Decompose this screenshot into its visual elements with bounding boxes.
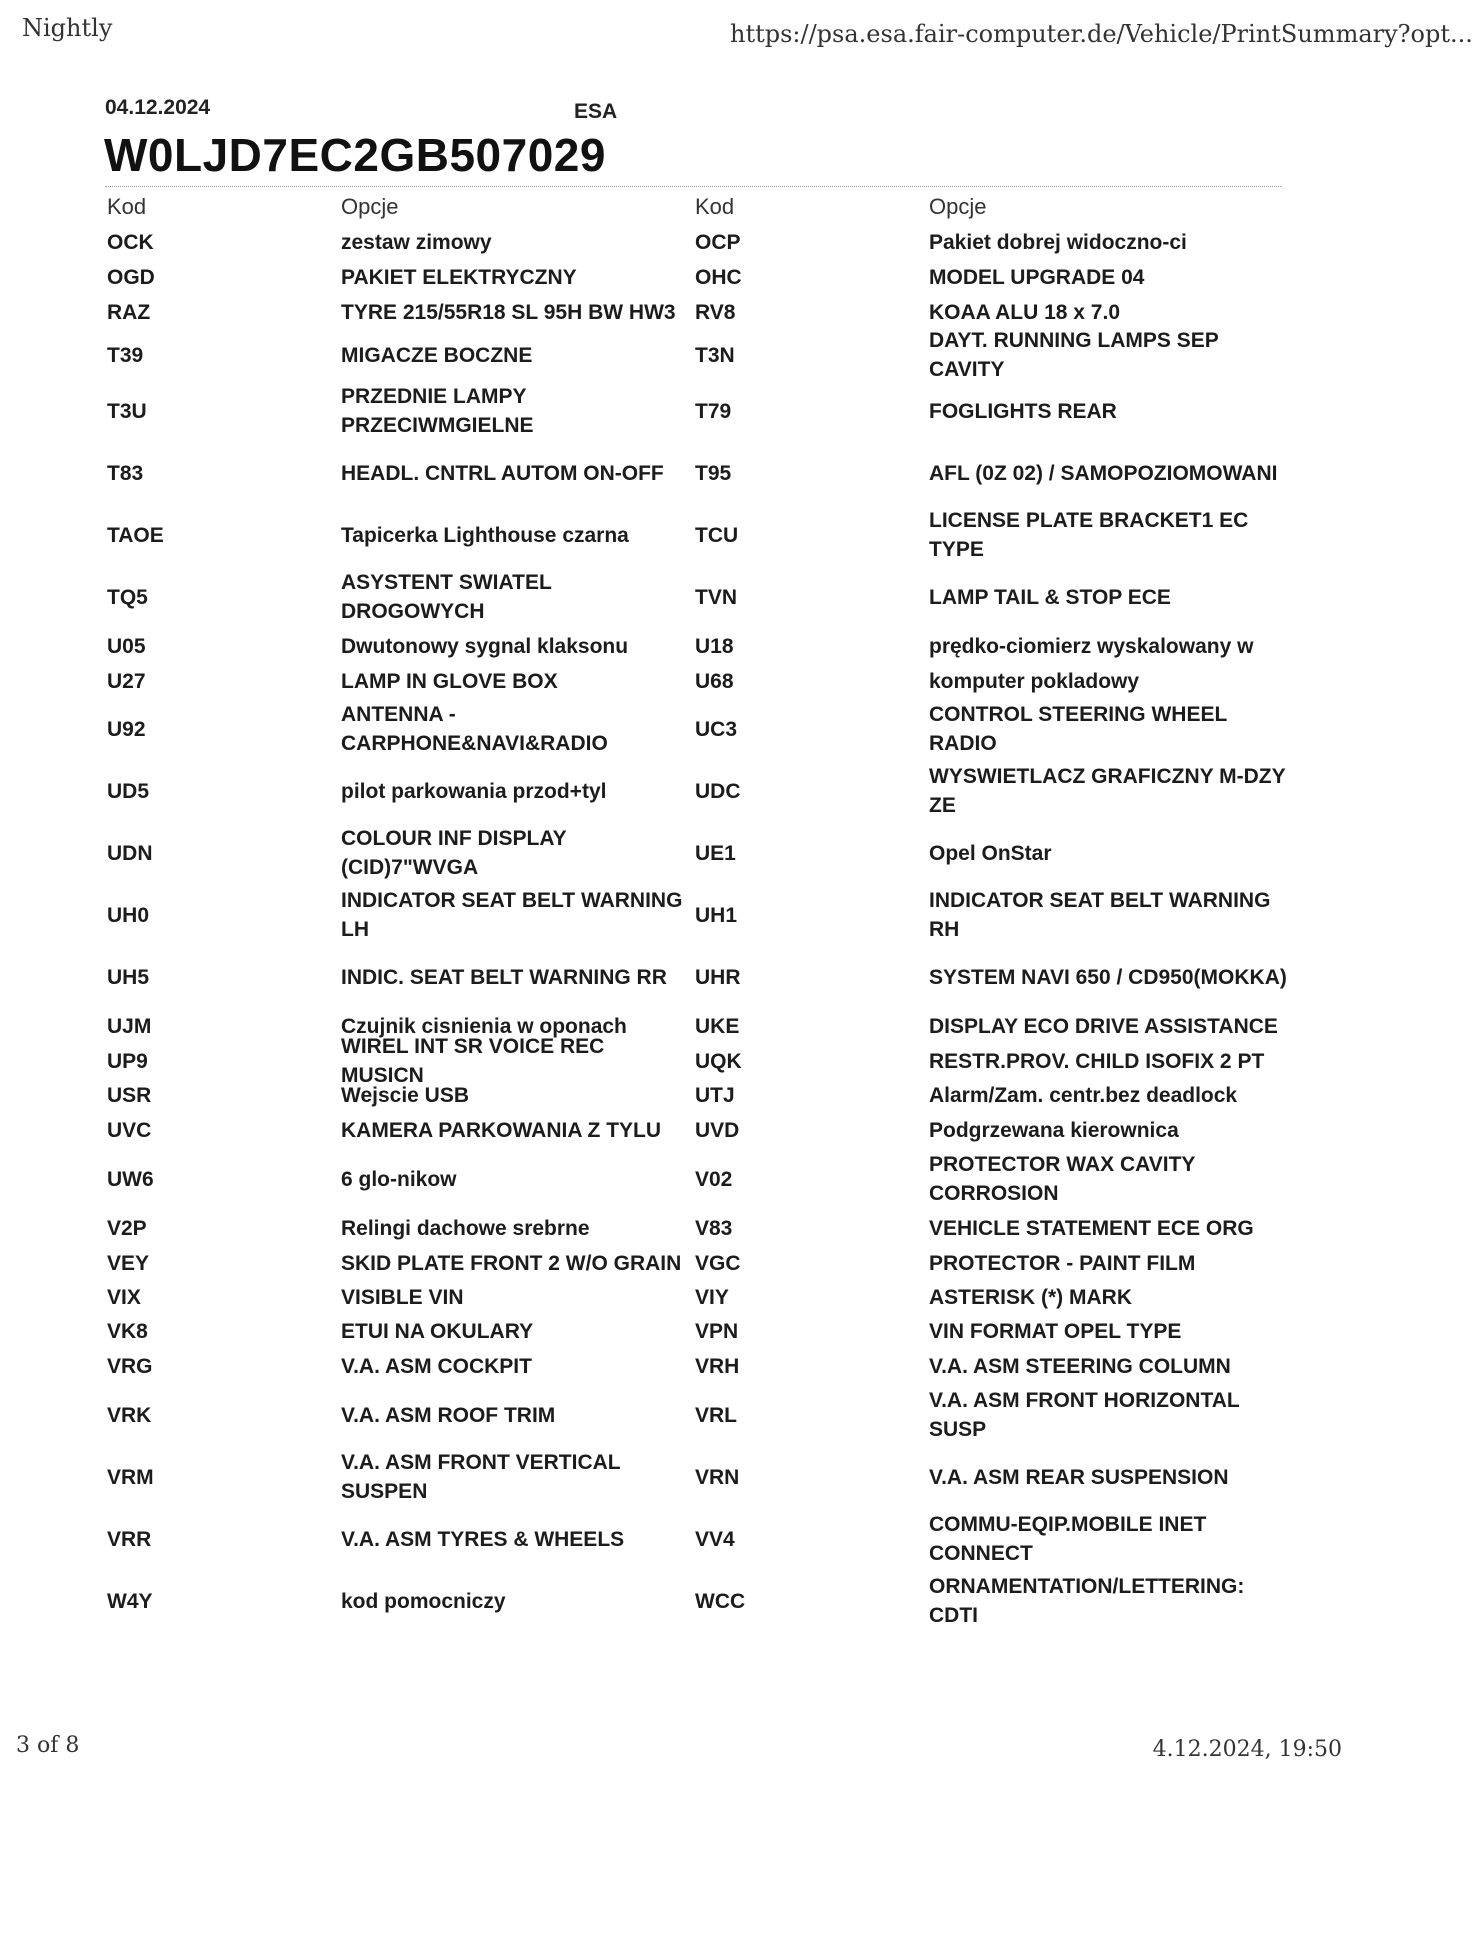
option-code-right: WCC — [695, 1589, 746, 1613]
option-name-left: Czujnik cisnienia w oponach — [341, 1014, 627, 1038]
option-name-right: PROTECTOR - PAINT FILM — [929, 1251, 1196, 1275]
option-code-left: VRR — [107, 1527, 152, 1551]
option-code-left: VRK — [107, 1403, 152, 1427]
options-table — [103, 188, 1293, 1632]
option-name-right: ASTERISK (*) MARK — [929, 1285, 1132, 1309]
option-name-left: ETUI NA OKULARY — [341, 1319, 534, 1343]
option-code-right: UQK — [695, 1049, 742, 1073]
option-name-right: prędko-ciomierz wyskalowany w — [929, 634, 1254, 658]
option-name-left: V.A. ASM COCKPIT — [341, 1354, 532, 1378]
option-name-left: VISIBLE VIN — [341, 1285, 464, 1309]
option-name-right: ORNAMENTATION/LETTERING: CDTI — [929, 1575, 1245, 1627]
option-code-left: VRG — [107, 1354, 153, 1378]
option-code-right: V83 — [695, 1216, 733, 1240]
option-name-right: V.A. ASM STEERING COLUMN — [929, 1354, 1231, 1378]
option-code-right: VRN — [695, 1465, 740, 1489]
option-code-right: UDC — [695, 779, 741, 803]
option-code-right: T79 — [695, 399, 732, 423]
option-name-left: WIREL INT SR VOICE REC MUSICN — [341, 1035, 605, 1087]
option-code-left: V2P — [107, 1216, 147, 1240]
option-name-right: FOGLIGHTS REAR — [929, 399, 1117, 423]
table-row — [103, 1035, 1293, 1087]
option-name-right: AFL (0Z 02) / SAMOPOZIOMOWANI — [929, 461, 1278, 485]
option-name-right: WYSWIETLACZ GRAFICZNY M-DZY ZE — [929, 765, 1286, 817]
system-label: ESA — [574, 100, 618, 123]
option-code-right: UC3 — [695, 717, 738, 741]
option-code-right: UVD — [695, 1118, 740, 1142]
option-code-right: U68 — [695, 669, 734, 693]
option-name-left: V.A. ASM TYRES & WHEELS — [341, 1527, 625, 1551]
option-code-left: T39 — [107, 343, 144, 367]
option-name-left: ASYSTENT SWIATEL DROGOWYCH — [341, 571, 552, 623]
option-code-left: OGD — [107, 265, 155, 289]
table-row — [103, 1348, 1293, 1384]
option-name-left: Tapicerka Lighthouse czarna — [341, 523, 629, 547]
option-code-right: T95 — [695, 461, 732, 485]
option-code-left: W4Y — [107, 1589, 153, 1613]
table-row — [103, 884, 1293, 946]
table-row — [103, 224, 1293, 260]
option-name-left: INDIC. SEAT BELT WARNING RR — [341, 965, 667, 989]
option-name-right: V.A. ASM REAR SUSPENSION — [929, 1465, 1229, 1489]
option-code-left: OCK — [107, 230, 154, 254]
option-name-right: LAMP TAIL & STOP ECE — [929, 585, 1171, 609]
option-code-left: UP9 — [107, 1049, 148, 1073]
option-name-left: kod pomocniczy — [341, 1589, 506, 1613]
table-row — [103, 330, 1293, 380]
table-row — [103, 442, 1293, 504]
print-timestamp: 4.12.2024, 19:50 — [1152, 1737, 1342, 1762]
option-name-left: 6 glo-nikow — [341, 1167, 457, 1191]
option-code-left: VIX — [107, 1285, 141, 1309]
option-name-left: V.A. ASM FRONT VERTICAL SUSPEN — [341, 1451, 621, 1503]
table-row — [103, 628, 1293, 664]
option-code-right: VIY — [695, 1285, 729, 1309]
option-name-left: LAMP IN GLOVE BOX — [341, 669, 558, 693]
table-row — [103, 1246, 1293, 1280]
table-row — [103, 1112, 1293, 1148]
option-code-right: VV4 — [695, 1527, 735, 1551]
table-row — [103, 698, 1293, 760]
table-row — [103, 566, 1293, 628]
table-row — [103, 1078, 1293, 1112]
header-options-2: Opcje — [929, 193, 987, 219]
option-name-left: INDICATOR SEAT BELT WARNING LH — [341, 889, 683, 941]
option-code-right: VRH — [695, 1354, 740, 1378]
table-row — [103, 822, 1293, 884]
option-code-right: UHR — [695, 965, 741, 989]
option-name-right: Pakiet dobrej widoczno-ci — [929, 230, 1187, 254]
option-code-right: UE1 — [695, 841, 736, 865]
option-code-left: VEY — [107, 1251, 150, 1275]
header-code-1: Kod — [107, 193, 147, 219]
option-code-left: UH5 — [107, 965, 150, 989]
option-code-right: OCP — [695, 230, 741, 254]
option-code-left: UW6 — [107, 1167, 154, 1191]
option-code-right: TVN — [695, 585, 737, 609]
option-name-right: VIN FORMAT OPEL TYPE — [929, 1319, 1182, 1343]
table-row — [103, 1280, 1293, 1314]
option-code-left: UDN — [107, 841, 153, 865]
option-code-right: T3N — [695, 343, 735, 367]
option-name-right: COMMU-EQIP.MOBILE INET CONNECT — [929, 1513, 1207, 1565]
option-code-left: TAOE — [107, 523, 164, 547]
option-code-right: U18 — [695, 634, 734, 658]
option-name-left: PRZEDNIE LAMPY PRZECIWMGIELNE — [341, 385, 534, 437]
option-code-right: VRL — [695, 1403, 737, 1427]
table-row — [103, 1148, 1293, 1210]
option-code-left: RAZ — [107, 300, 151, 324]
option-code-left: U05 — [107, 634, 146, 658]
option-name-right: Alarm/Zam. centr.bez deadlock — [929, 1083, 1238, 1107]
table-header — [103, 188, 1293, 224]
table-row — [103, 1008, 1293, 1044]
option-name-right: CONTROL STEERING WHEEL RADIO — [929, 703, 1227, 755]
option-code-right: VPN — [695, 1319, 739, 1343]
table-row — [103, 294, 1293, 330]
option-code-right: UKE — [695, 1014, 740, 1038]
table-row — [103, 664, 1293, 698]
table-row — [103, 504, 1293, 566]
option-name-left: HEADL. CNTRL AUTOM ON-OFF — [341, 461, 664, 485]
option-name-left: PAKIET ELEKTRYCZNY — [341, 265, 577, 289]
page-url: https://psa.esa.fair-computer.de/Vehicle/PrintSummary?opt... — [730, 20, 1473, 48]
option-code-right: UTJ — [695, 1083, 735, 1107]
table-row — [103, 760, 1293, 822]
option-code-left: TQ5 — [107, 585, 148, 609]
option-name-right: INDICATOR SEAT BELT WARNING RH — [929, 889, 1271, 941]
table-row — [103, 1570, 1293, 1632]
option-name-right: RESTR.PROV. CHILD ISOFIX 2 PT — [929, 1049, 1265, 1073]
page-number: 3 of 8 — [16, 1733, 80, 1758]
header-code-2: Kod — [695, 193, 735, 219]
option-code-left: UJM — [107, 1014, 152, 1038]
vin-title: W0LJD7EC2GB507029 — [104, 129, 606, 181]
table-row — [103, 380, 1293, 442]
browser-name: Nightly — [22, 14, 113, 42]
option-code-left: U27 — [107, 669, 146, 693]
option-code-left: T83 — [107, 461, 144, 485]
option-name-right: MODEL UPGRADE 04 — [929, 265, 1145, 289]
option-name-right: LICENSE PLATE BRACKET1 EC TYPE — [929, 509, 1249, 561]
option-name-right: SYSTEM NAVI 650 / CD950(MOKKA) — [929, 965, 1287, 989]
document-date: 04.12.2024 — [105, 96, 211, 119]
option-code-left: UVC — [107, 1118, 152, 1142]
option-name-right: KOAA ALU 18 x 7.0 — [929, 300, 1120, 324]
table-row — [103, 1210, 1293, 1246]
option-name-left: Relingi dachowe srebrne — [341, 1216, 590, 1240]
option-code-right: UH1 — [695, 903, 738, 927]
option-name-right: Opel OnStar — [929, 841, 1052, 865]
option-name-left: SKID PLATE FRONT 2 W/O GRAIN — [341, 1251, 682, 1275]
table-row — [103, 1508, 1293, 1570]
table-row — [103, 1314, 1293, 1348]
option-code-left: U92 — [107, 717, 146, 741]
option-code-right: OHC — [695, 265, 742, 289]
option-code-left: T3U — [107, 399, 147, 423]
option-code-right: VGC — [695, 1251, 741, 1275]
option-name-right: komputer pokladowy — [929, 669, 1140, 693]
option-name-left: COLOUR INF DISPLAY (CID)7"WVGA — [341, 827, 567, 879]
option-name-left: Dwutonowy sygnal klaksonu — [341, 634, 629, 658]
option-name-left: zestaw zimowy — [341, 230, 492, 254]
option-name-left: KAMERA PARKOWANIA Z TYLU — [341, 1118, 662, 1142]
option-name-right: DISPLAY ECO DRIVE ASSISTANCE — [929, 1014, 1278, 1038]
option-code-right: V02 — [695, 1167, 733, 1191]
option-name-right: PROTECTOR WAX CAVITY CORROSION — [929, 1153, 1196, 1205]
option-code-left: UD5 — [107, 779, 150, 803]
option-name-left: pilot parkowania przod+tyl — [341, 779, 607, 803]
option-code-left: VK8 — [107, 1319, 148, 1343]
option-name-left: Wejscie USB — [341, 1083, 469, 1107]
table-row — [103, 946, 1293, 1008]
option-name-left: MIGACZE BOCZNE — [341, 343, 533, 367]
option-name-left: ANTENNA - CARPHONE&NAVI&RADIO — [341, 703, 608, 755]
table-row — [103, 1384, 1293, 1446]
option-name-right: VEHICLE STATEMENT ECE ORG — [929, 1216, 1254, 1240]
option-name-left: TYRE 215/55R18 SL 95H BW HW3 — [341, 300, 676, 324]
header-options-1: Opcje — [341, 193, 399, 219]
option-code-right: TCU — [695, 523, 739, 547]
table-row — [103, 1446, 1293, 1508]
option-code-left: UH0 — [107, 903, 150, 927]
option-name-right: Podgrzewana kierownica — [929, 1118, 1179, 1142]
option-code-right: RV8 — [695, 300, 736, 324]
option-name-right: V.A. ASM FRONT HORIZONTAL SUSP — [929, 1389, 1240, 1441]
option-name-right: DAYT. RUNNING LAMPS SEP CAVITY — [929, 329, 1219, 381]
option-code-left: USR — [107, 1083, 152, 1107]
table-row — [103, 260, 1293, 294]
option-code-left: VRM — [107, 1465, 154, 1489]
header-divider — [105, 186, 1281, 187]
option-name-left: V.A. ASM ROOF TRIM — [341, 1403, 556, 1427]
